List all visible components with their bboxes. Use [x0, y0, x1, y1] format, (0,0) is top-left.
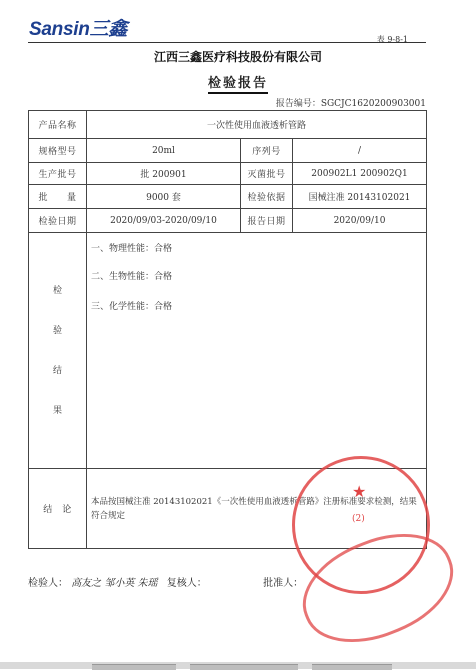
batch-value: 批 200901: [87, 163, 241, 185]
serial-label: 序列号: [241, 139, 293, 163]
qty-value: 9000 套: [87, 185, 241, 209]
basis-label: 检验依据: [241, 185, 293, 209]
result-label-char: 果: [52, 405, 62, 416]
serial-value: /: [293, 139, 427, 163]
table-row: [29, 163, 427, 185]
reviewer-label: 复核人：: [166, 578, 207, 589]
result-item-chemical: 三、化学性能：合格: [91, 302, 173, 312]
report-number: 报告编号：SGCJC1620200903001: [275, 99, 426, 109]
date-value: 2020/09/03-2020/09/10: [87, 209, 241, 233]
table-row: [29, 185, 427, 209]
report-date-value: 2020/09/10: [293, 209, 427, 233]
result-item-physical: 一、物理性能：合格: [91, 244, 173, 254]
seal-star-icon: ★: [352, 482, 367, 501]
document-title-text: 检验报告: [208, 76, 268, 94]
seal-number: (2): [352, 514, 365, 524]
company-name: 江西三鑫医疗科技股份有限公司: [153, 50, 322, 64]
result-label: [29, 233, 87, 469]
document-title: [0, 72, 476, 91]
approver-label: 批准人：: [263, 578, 304, 589]
product-name-value: 一次性使用血液透析管路: [87, 111, 427, 139]
conclusion-label: 结 论: [29, 469, 87, 549]
conclusion-text: 本品按国械注准 20143102021《一次性使用血液透析管路》注册标准要求检测，结果符合规定: [87, 469, 427, 549]
batch-label: 生产批号: [29, 163, 87, 185]
inspector-label: 检验人：: [28, 578, 68, 589]
company-logo: Sansin三鑫: [29, 19, 127, 40]
report-date-label: 报告日期: [241, 209, 293, 233]
qty-label: 批 量: [29, 185, 87, 209]
result-label-char: 检: [52, 285, 62, 296]
signature-line: [28, 574, 303, 589]
table-row: [29, 139, 427, 163]
basis-value: 国械注准 20143102021: [293, 185, 427, 209]
result-content: [87, 233, 427, 469]
bottom-tab[interactable]: [92, 664, 176, 670]
header-divider: [28, 42, 426, 43]
spec-label: 规格型号: [29, 139, 87, 163]
steril-value: 200902L1 200902Q1: [293, 163, 427, 185]
table-row: [29, 111, 427, 139]
bottom-tab[interactable]: [190, 664, 298, 670]
steril-label: 灭菌批号: [241, 163, 293, 185]
inspector-signatures: 高友之 邹小英 朱瑶: [71, 578, 158, 589]
result-label-char: 结: [52, 365, 62, 376]
bottom-tab[interactable]: [312, 664, 392, 670]
table-row: [29, 209, 427, 233]
table-row: [29, 233, 427, 469]
result-item-biological: 二、生物性能：合格: [91, 272, 173, 282]
spec-value: 20ml: [87, 139, 241, 163]
date-label: 检验日期: [29, 209, 87, 233]
form-number: 表 9-8-1: [376, 35, 408, 44]
product-name-label: 产品名称: [29, 111, 87, 139]
result-label-char: 验: [52, 325, 62, 336]
